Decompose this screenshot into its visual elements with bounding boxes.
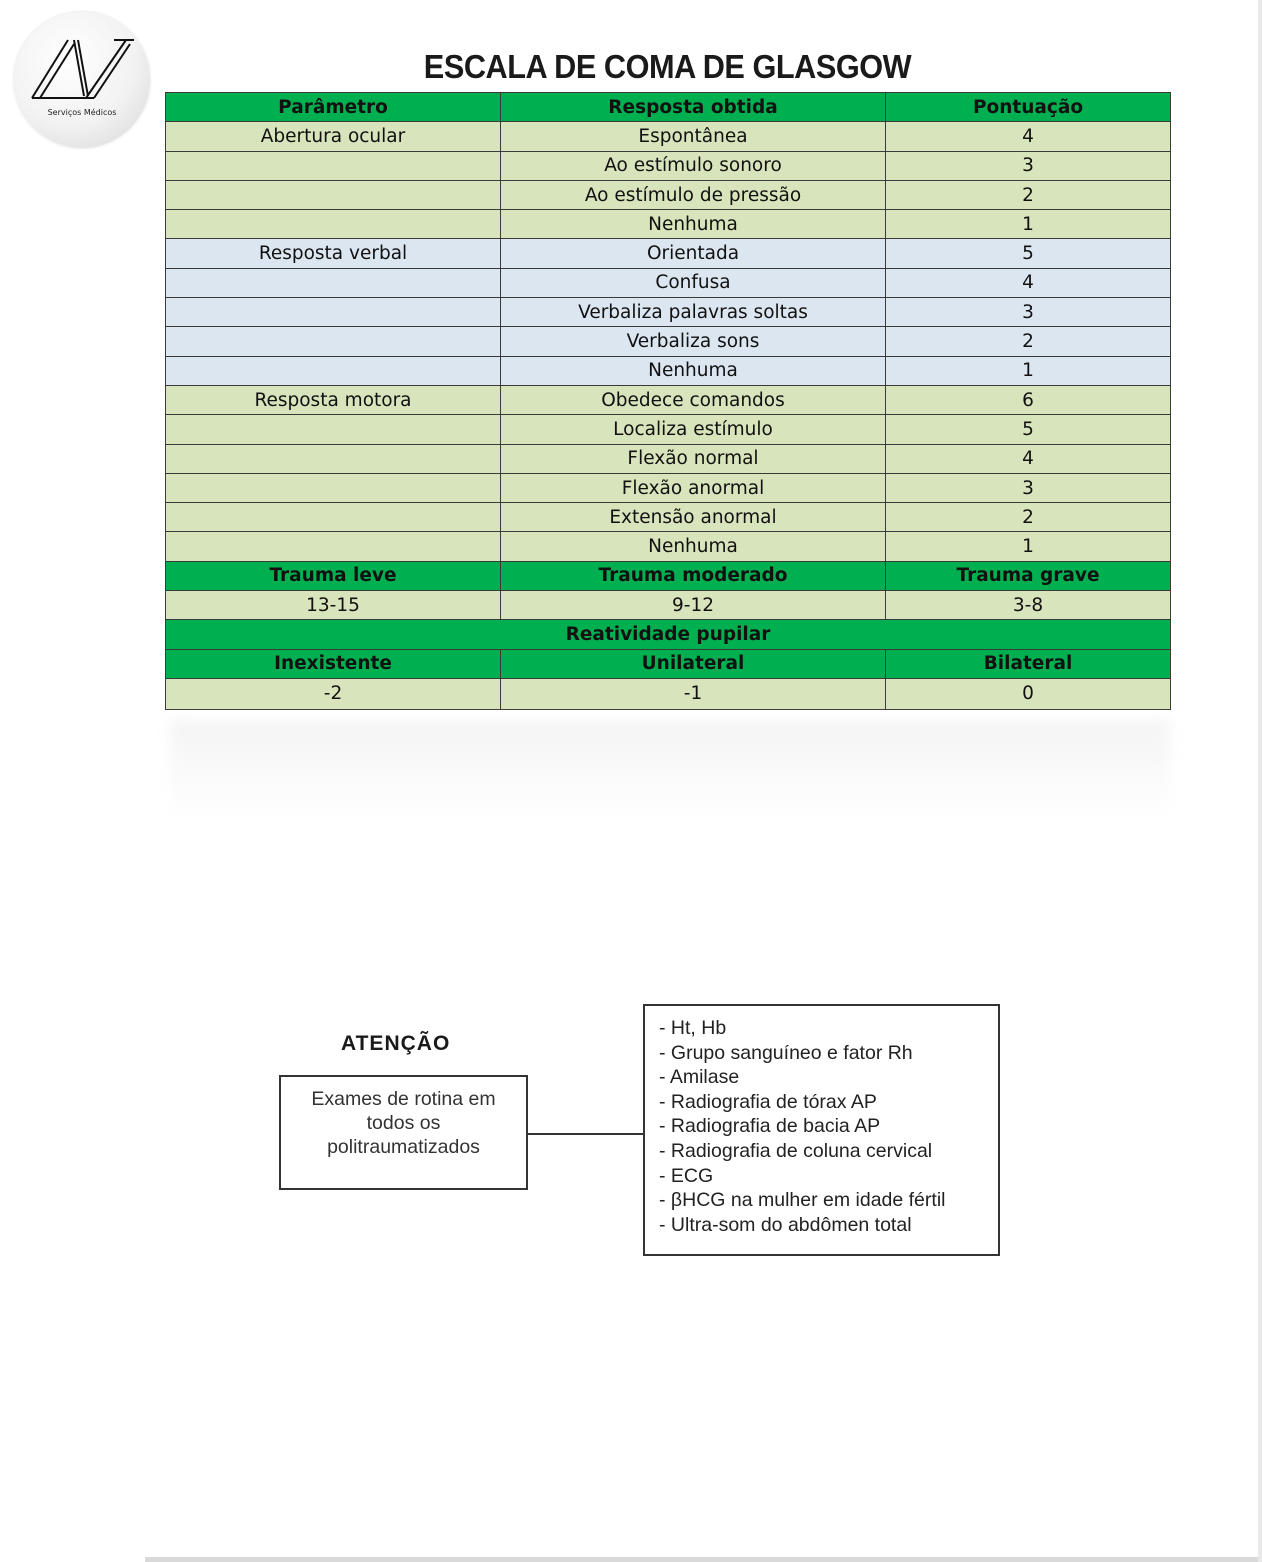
- exam-item: - Ht, Hb: [659, 1017, 727, 1039]
- header-pontuacao: Pontuação: [886, 93, 1171, 122]
- faded-area: [170, 720, 1170, 820]
- parameter-cell: [166, 503, 501, 532]
- table-row: [166, 473, 1171, 502]
- exam-item: - βHCG na mulher em idade fértil: [659, 1189, 946, 1212]
- logo-monogram-icon: [14, 12, 150, 148]
- header-parametro: Parâmetro: [166, 93, 501, 122]
- glasgow-table-body: [166, 122, 1171, 561]
- logo-caption: Serviços Médicos: [47, 108, 117, 117]
- response-cell: Nenhuma: [501, 532, 886, 561]
- pupil-title-row: [166, 620, 1171, 649]
- score-cell: 3: [886, 151, 1171, 180]
- parameter-cell: [166, 356, 501, 385]
- pupil-bilateral-header: Bilateral: [886, 649, 1171, 678]
- table-row: [166, 385, 1171, 414]
- response-cell: Obedece comandos: [501, 385, 886, 414]
- response-cell: Flexão normal: [501, 444, 886, 473]
- table-row: [166, 180, 1171, 209]
- score-cell: 5: [886, 415, 1171, 444]
- response-cell: Extensão anormal: [501, 503, 886, 532]
- exam-item: - Radiografia de coluna cervical: [659, 1139, 933, 1162]
- page-title: ESCALA DE COMA DE GLASGOW: [423, 48, 912, 85]
- table-row: [166, 239, 1171, 268]
- response-cell: Nenhuma: [501, 210, 886, 239]
- parameter-cell: [166, 210, 501, 239]
- response-cell: Verbaliza sons: [501, 327, 886, 356]
- parameter-cell: Resposta motora: [166, 385, 501, 414]
- trauma-header-row: [166, 561, 1171, 590]
- response-cell: Confusa: [501, 268, 886, 297]
- response-cell: Nenhuma: [501, 356, 886, 385]
- table-row: [166, 356, 1171, 385]
- pupil-inexistente-value: -2: [166, 678, 501, 709]
- score-cell: 4: [886, 122, 1171, 151]
- exam-list-box: [643, 1004, 1000, 1256]
- table-header-row: [166, 93, 1171, 122]
- table-row: [166, 122, 1171, 151]
- parameter-cell: [166, 532, 501, 561]
- header-resposta: Resposta obtida: [501, 93, 886, 122]
- response-cell: Espontânea: [501, 122, 886, 151]
- trauma-grave-header: Trauma grave: [886, 561, 1171, 590]
- exam-item: - Grupo sanguíneo e fator Rh: [659, 1041, 913, 1064]
- exam-item: - Radiografia de tórax AP: [659, 1090, 877, 1113]
- table-row: [166, 532, 1171, 561]
- trauma-leve-header: Trauma leve: [166, 561, 501, 590]
- parameter-cell: [166, 151, 501, 180]
- parameter-cell: [166, 415, 501, 444]
- table-row: [166, 298, 1171, 327]
- parameter-cell: [166, 327, 501, 356]
- table-row: [166, 444, 1171, 473]
- score-cell: 3: [886, 473, 1171, 502]
- table-row: [166, 210, 1171, 239]
- parameter-cell: Abertura ocular: [166, 122, 501, 151]
- trauma-moderado-value: 9-12: [501, 591, 886, 620]
- pupil-inexistente-header: Inexistente: [166, 649, 501, 678]
- score-cell: 1: [886, 210, 1171, 239]
- score-cell: 4: [886, 268, 1171, 297]
- pupil-unilateral-value: -1: [501, 678, 886, 709]
- table-row: [166, 415, 1171, 444]
- routine-exams-line: politraumatizados: [327, 1136, 480, 1158]
- score-cell: 6: [886, 385, 1171, 414]
- score-cell: 2: [886, 503, 1171, 532]
- parameter-cell: [166, 298, 501, 327]
- pupil-values-row: [166, 678, 1171, 709]
- routine-exams-line: todos os: [366, 1112, 441, 1134]
- exam-item: - ECG: [659, 1164, 714, 1187]
- table-row: [166, 268, 1171, 297]
- score-cell: 5: [886, 239, 1171, 268]
- parameter-cell: [166, 268, 501, 297]
- trauma-values-row: [166, 591, 1171, 620]
- pupil-title: Reatividade pupilar: [166, 620, 1171, 649]
- attention-label: ATENÇÃO: [341, 1032, 451, 1055]
- page-bottom-edge: [145, 1557, 1258, 1562]
- pupil-unilateral-header: Unilateral: [501, 649, 886, 678]
- score-cell: 1: [886, 356, 1171, 385]
- routine-exams-line: Exames de rotina em: [311, 1088, 496, 1110]
- exam-item: - Amilase: [659, 1066, 740, 1089]
- score-cell: 1: [886, 532, 1171, 561]
- parameter-cell: [166, 180, 501, 209]
- glasgow-table: [165, 92, 1171, 710]
- trauma-moderado-header: Trauma moderado: [501, 561, 886, 590]
- score-cell: 3: [886, 298, 1171, 327]
- parameter-cell: [166, 473, 501, 502]
- connector-line: [528, 1133, 644, 1135]
- score-cell: 2: [886, 327, 1171, 356]
- exam-item: - Ultra-som do abdômen total: [659, 1213, 912, 1236]
- response-cell: Orientada: [501, 239, 886, 268]
- exam-item: - Radiografia de bacia AP: [659, 1115, 881, 1138]
- company-logo: [14, 12, 150, 148]
- pupil-bilateral-value: 0: [886, 678, 1171, 709]
- pupil-header-row: [166, 649, 1171, 678]
- page-edge: [1258, 0, 1262, 1562]
- response-cell: Flexão anormal: [501, 473, 886, 502]
- routine-exams-box: [279, 1075, 528, 1190]
- parameter-cell: [166, 444, 501, 473]
- response-cell: Verbaliza palavras soltas: [501, 298, 886, 327]
- score-cell: 2: [886, 180, 1171, 209]
- parameter-cell: Resposta verbal: [166, 239, 501, 268]
- trauma-leve-value: 13-15: [166, 591, 501, 620]
- response-cell: Ao estímulo de pressão: [501, 180, 886, 209]
- response-cell: Ao estímulo sonoro: [501, 151, 886, 180]
- table-row: [166, 151, 1171, 180]
- trauma-grave-value: 3-8: [886, 591, 1171, 620]
- score-cell: 4: [886, 444, 1171, 473]
- table-row: [166, 503, 1171, 532]
- response-cell: Localiza estímulo: [501, 415, 886, 444]
- table-row: [166, 327, 1171, 356]
